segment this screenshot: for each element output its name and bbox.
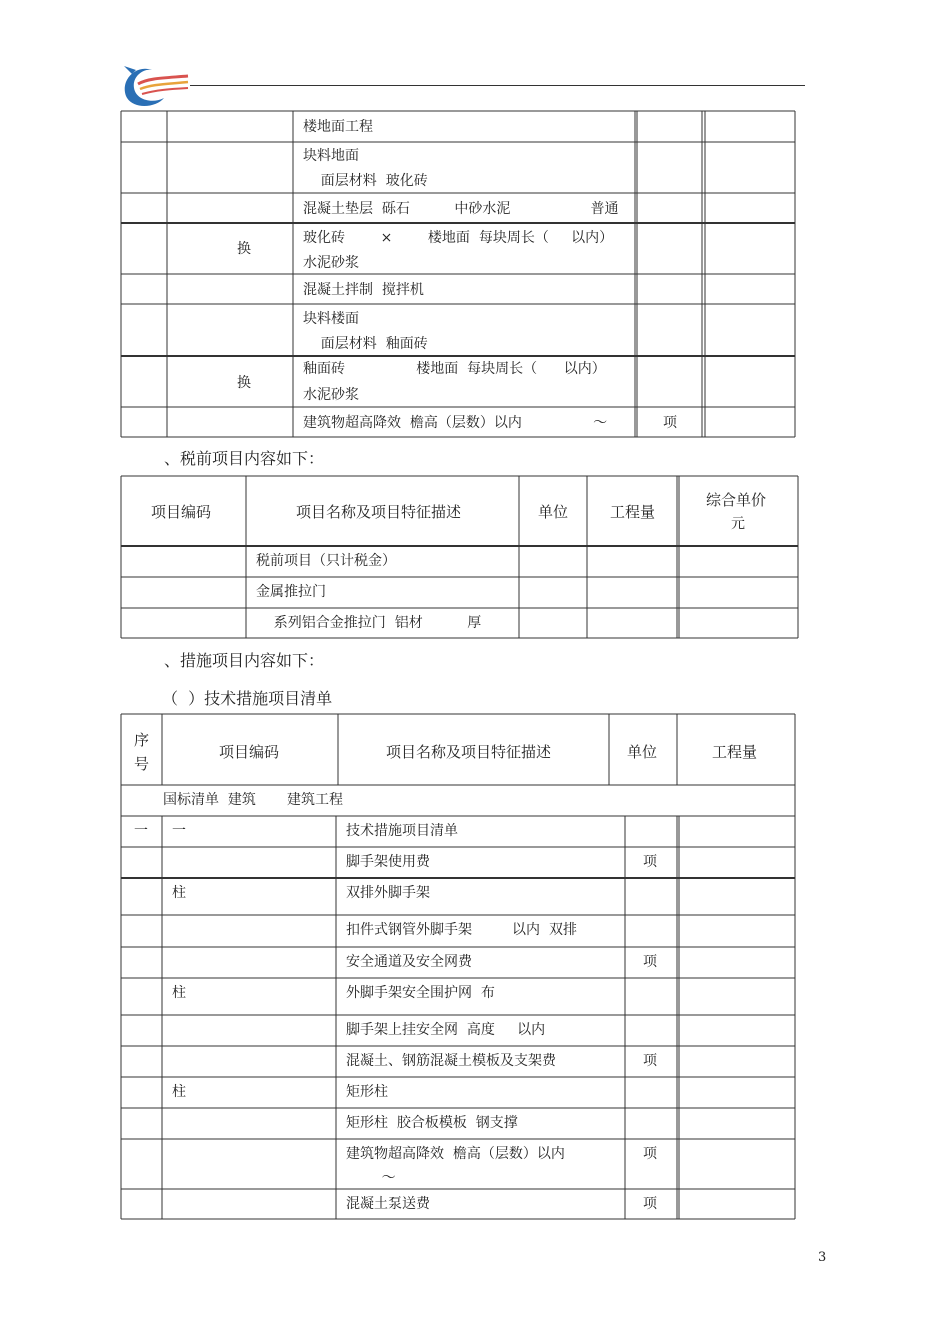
- table-cell-name: 混凝土泵送费: [346, 1196, 430, 1212]
- section-title-measures: 、措施项目内容如下：: [164, 651, 325, 670]
- column-header-name: 项目名称及项目特征描述: [386, 743, 552, 761]
- table-cell-flag: 换: [237, 241, 251, 257]
- column-header-qty: 工程量: [712, 743, 758, 761]
- table-cell-name: 税前项目（只计税金）: [256, 553, 396, 569]
- table-cell-desc: 块料楼面: [303, 311, 359, 327]
- table-cell-name: 混凝土、钢筋混凝土模板及支架费: [346, 1053, 556, 1069]
- table-cell-unit: 项: [643, 1146, 657, 1162]
- table-cell-name: 金属推拉门: [256, 584, 326, 600]
- table-cell-unit: 项: [643, 854, 657, 870]
- table-cell-code: 柱: [172, 985, 186, 1001]
- section-title-pretax: 、税前项目内容如下：: [164, 449, 325, 468]
- table-cell-code: 柱: [172, 1084, 186, 1100]
- table-cell-desc: 混凝土拌制 搅拌机: [303, 282, 424, 298]
- table-cell-name: 安全通道及安全网费: [346, 954, 472, 970]
- table-cell-desc: 水泥砂浆: [303, 387, 359, 403]
- table-cell-desc: 块料地面: [303, 148, 359, 164]
- column-header-unit: 单位: [627, 743, 658, 761]
- table-cell-name: 建筑物超高降效 檐高（层数）以内: [346, 1146, 565, 1162]
- column-header-seq: 号: [134, 755, 150, 773]
- table-cell-name: 矩形柱 胶合板模板 钢支撑: [346, 1115, 518, 1131]
- column-header-name: 项目名称及项目特征描述: [296, 503, 462, 521]
- table-cell-desc: 釉面砖 楼地面 每块周长（ 以内）: [303, 361, 606, 377]
- column-header-code: 项目编码: [219, 743, 280, 761]
- quantity-table: [0, 0, 950, 440]
- table-cell-desc: 面层材料 釉面砖: [303, 336, 428, 352]
- table-cell-desc: 面层材料 玻化砖: [303, 173, 428, 189]
- section-subtitle-measures: （ ）技术措施项目清单: [162, 689, 333, 708]
- page-number: 3: [818, 1250, 827, 1265]
- column-header-price: 综合单价: [706, 491, 767, 509]
- column-header-code: 项目编码: [151, 503, 212, 521]
- column-header-seq: 序: [134, 731, 150, 749]
- table-cell-name: 矩形柱: [346, 1084, 388, 1100]
- table-cell-name: 系列铝合金推拉门 铝材 厚: [256, 615, 482, 631]
- table-cell-desc: 玻化砖 × 楼地面 每块周长（ 以内）: [303, 230, 614, 246]
- column-header-price-unit: 元: [731, 516, 745, 532]
- table-cell-code: 柱: [172, 885, 186, 901]
- table-cell-seq: 一: [134, 823, 148, 839]
- table-cell-desc: 楼地面工程: [303, 119, 373, 135]
- column-header-unit: 单位: [538, 503, 569, 521]
- table-group-row: 国标清单 建筑 建筑工程: [163, 792, 344, 808]
- measures-table: [0, 710, 950, 1225]
- table-cell-name: 扣件式钢管外脚手架 以内 双排: [346, 922, 577, 938]
- column-header-qty: 工程量: [610, 503, 656, 521]
- table-cell-unit: 项: [643, 1196, 657, 1212]
- table-cell-desc: 水泥砂浆: [303, 255, 359, 271]
- table-cell-desc: 建筑物超高降效 檐高（层数）以内 ～: [303, 415, 608, 431]
- table-cell-name: 脚手架上挂安全网 高度 以内: [346, 1022, 546, 1038]
- table-cell-unit: 项: [643, 954, 657, 970]
- table-cell-code: 一: [172, 823, 186, 839]
- pretax-table: [0, 470, 950, 642]
- table-cell-unit: 项: [643, 1053, 657, 1069]
- table-cell-name: 技术措施项目清单: [346, 823, 458, 839]
- table-cell-name: 外脚手架安全围护网 布: [346, 985, 495, 1001]
- table-cell-name: 脚手架使用费: [346, 854, 430, 870]
- table-cell-flag: 换: [237, 375, 251, 391]
- table-cell-name: 双排外脚手架: [346, 885, 430, 901]
- table-cell-desc: 混凝土垫层 砾石 中砂水泥 普通: [303, 201, 619, 217]
- table-cell-name: ～: [346, 1170, 396, 1186]
- table-cell-unit: 项: [663, 415, 677, 431]
